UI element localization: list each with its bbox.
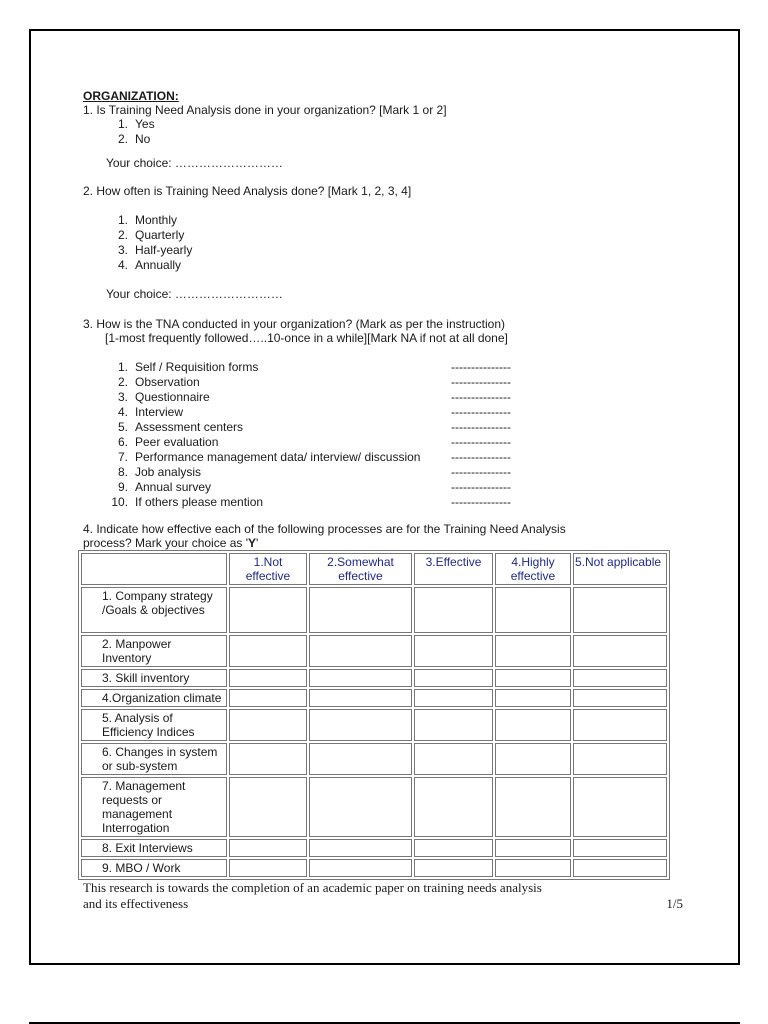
- footer-line-2-row: [83, 896, 683, 912]
- q3-rank-blank[interactable]: ---------------: [451, 495, 511, 509]
- answer-cell[interactable]: [229, 669, 307, 687]
- answer-cell[interactable]: [573, 635, 667, 667]
- answer-cell[interactable]: [309, 689, 412, 707]
- row-label: 8. Exit Interviews: [81, 839, 227, 857]
- question-2: 2. How often is Training Need Analysis done? [Mark 1, 2, 3, 4]: [83, 184, 412, 198]
- answer-cell[interactable]: [229, 743, 307, 775]
- effectiveness-table: [78, 550, 670, 880]
- footer-line-2: and its effectiveness: [83, 896, 189, 911]
- q3-rank-blank[interactable]: ---------------: [451, 465, 511, 479]
- q2-option: 4. Annually: [117, 258, 182, 272]
- table-row: [81, 777, 667, 837]
- answer-cell[interactable]: [229, 709, 307, 741]
- section-title: ORGANIZATION:: [83, 89, 179, 103]
- answer-cell[interactable]: [414, 689, 493, 707]
- q3-option: 8. Job analysis ---------------: [117, 465, 511, 479]
- q3-option: 7. Performance management data/ interview/ discussion ---------------: [117, 450, 511, 464]
- answer-cell[interactable]: [495, 689, 571, 707]
- q3-option: 3. Questionnaire ---------------: [117, 390, 511, 404]
- q3-option: 9. Annual survey ---------------: [117, 480, 511, 494]
- table-row: [81, 839, 667, 857]
- row-label: 2. Manpower Inventory: [81, 635, 227, 667]
- answer-cell[interactable]: [495, 709, 571, 741]
- answer-cell[interactable]: [309, 839, 412, 857]
- q3-option: 1. Self / Requisition forms ---------------: [117, 360, 511, 374]
- answer-cell[interactable]: [573, 743, 667, 775]
- questionnaire: [83, 60, 683, 912]
- answer-cell[interactable]: [495, 777, 571, 837]
- q2-option: 3. Half-yearly: [117, 243, 193, 257]
- q3-option: 4. Interview ---------------: [117, 405, 511, 419]
- header-not-effective: 1.Not effective: [229, 553, 307, 585]
- row-label: 4.Organization climate: [81, 689, 227, 707]
- q3-option: 6. Peer evaluation ---------------: [117, 435, 511, 449]
- answer-cell[interactable]: [573, 859, 667, 877]
- q2-choice-field[interactable]: Your choice: ………………………: [106, 287, 283, 301]
- answer-cell[interactable]: [495, 587, 571, 633]
- answer-cell[interactable]: [414, 859, 493, 877]
- row-label: 1. Company strategy /Goals & objectives: [81, 587, 227, 633]
- q3-rank-blank[interactable]: ---------------: [451, 435, 511, 449]
- answer-cell[interactable]: [414, 709, 493, 741]
- question-3: 3. How is the TNA conducted in your organization? (Mark as per the instruction): [83, 317, 505, 331]
- page-number: 1/5: [666, 896, 683, 911]
- footer-line-1: This research is towards the completion of an academic paper on training needs analysis: [83, 880, 542, 895]
- answer-cell[interactable]: [229, 859, 307, 877]
- answer-cell[interactable]: [309, 859, 412, 877]
- q3-rank-blank[interactable]: ---------------: [451, 375, 511, 389]
- q3-rank-blank[interactable]: ---------------: [451, 390, 511, 404]
- answer-cell[interactable]: [309, 635, 412, 667]
- answer-cell[interactable]: [229, 587, 307, 633]
- table-row: [81, 669, 667, 687]
- header-blank-cell: [81, 553, 227, 585]
- q2-option: 1. Monthly: [117, 213, 178, 227]
- header-not-applicable: 5.Not applicable: [573, 553, 667, 585]
- row-label: 7. Management requests or management Interrogation: [81, 777, 227, 837]
- table-row: [81, 587, 667, 633]
- answer-cell[interactable]: [309, 743, 412, 775]
- q3-rank-blank[interactable]: ---------------: [451, 420, 511, 434]
- answer-cell[interactable]: [229, 689, 307, 707]
- q3-option: 10. If others please mention ---------------: [111, 495, 511, 509]
- answer-cell[interactable]: [495, 859, 571, 877]
- header-somewhat-effective: 2.Somewhat effective: [309, 553, 412, 585]
- answer-cell[interactable]: [414, 635, 493, 667]
- answer-cell[interactable]: [414, 587, 493, 633]
- answer-cell[interactable]: [414, 743, 493, 775]
- table-header-row: [81, 553, 667, 585]
- q3-rank-blank[interactable]: ---------------: [451, 480, 511, 494]
- table-row: [81, 635, 667, 667]
- q3-options: [83, 360, 683, 510]
- answer-cell[interactable]: [573, 587, 667, 633]
- answer-cell[interactable]: [495, 743, 571, 775]
- answer-cell[interactable]: [495, 635, 571, 667]
- q2-options: [83, 213, 683, 273]
- row-label: 9. MBO / Work: [81, 859, 227, 877]
- question-3-instruction: [1-most frequently followed…..10-once in a while][Mark NA if not at all done]: [105, 331, 508, 345]
- answer-cell[interactable]: [309, 587, 412, 633]
- answer-cell[interactable]: [573, 689, 667, 707]
- row-label: 6. Changes in system or sub-system: [81, 743, 227, 775]
- footer-note: [83, 880, 683, 912]
- q3-rank-blank[interactable]: ---------------: [451, 405, 511, 419]
- answer-cell[interactable]: [573, 839, 667, 857]
- answer-cell[interactable]: [573, 669, 667, 687]
- answer-cell[interactable]: [573, 777, 667, 837]
- q1-choice-field[interactable]: Your choice: ………………………: [106, 156, 283, 170]
- question-4: 4. Indicate how effective each of the following processes are for the Training Need Analysis: [83, 522, 566, 536]
- answer-cell[interactable]: [414, 777, 493, 837]
- table-row: [81, 743, 667, 775]
- header-effective: 3.Effective: [414, 553, 493, 585]
- answer-cell[interactable]: [414, 669, 493, 687]
- answer-cell[interactable]: [495, 839, 571, 857]
- table-row: [81, 689, 667, 707]
- q3-option: 5. Assessment centers ---------------: [117, 420, 511, 434]
- q3-option: 2. Observation ---------------: [117, 375, 511, 389]
- answer-cell[interactable]: [309, 709, 412, 741]
- answer-cell[interactable]: [309, 777, 412, 837]
- table-row: [81, 859, 667, 877]
- answer-cell[interactable]: [309, 669, 412, 687]
- question-1: 1. Is Training Need Analysis done in your organization? [Mark 1 or 2]: [83, 103, 447, 117]
- answer-cell[interactable]: [229, 777, 307, 837]
- table-row: [81, 709, 667, 741]
- answer-cell[interactable]: [229, 635, 307, 667]
- q3-rank-blank[interactable]: ---------------: [451, 450, 511, 464]
- q1-option: 1. Yes: [117, 117, 155, 131]
- answer-cell[interactable]: [573, 709, 667, 741]
- answer-cell[interactable]: [495, 669, 571, 687]
- q2-option: 2. Quarterly: [117, 228, 185, 242]
- row-label: 5. Analysis of Efficiency Indices: [81, 709, 227, 741]
- q1-option: 2. No: [117, 132, 151, 146]
- header-highly-effective: 4.Highly effective: [495, 553, 571, 585]
- answer-cell[interactable]: [414, 839, 493, 857]
- question-4-continued: process? Mark your choice as 'Y': [83, 536, 259, 550]
- answer-cell[interactable]: [229, 839, 307, 857]
- row-label: 3. Skill inventory: [81, 669, 227, 687]
- q1-options: [83, 117, 683, 147]
- q3-rank-blank[interactable]: ---------------: [451, 360, 511, 374]
